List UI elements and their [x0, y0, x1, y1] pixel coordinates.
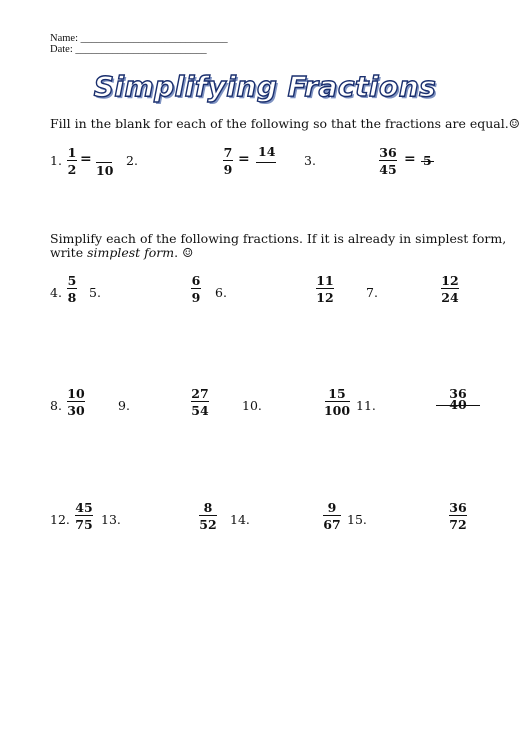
numerator: 45 [75, 500, 93, 515]
fraction-bar [449, 515, 467, 516]
numerator: 36 [449, 386, 467, 401]
fraction-13 [188, 500, 228, 532]
denominator: 8 [67, 290, 77, 305]
problem-number-10: 10. [242, 398, 262, 413]
denominator: 10 [96, 163, 114, 178]
fraction-bar [441, 288, 459, 289]
denominator: 100 [323, 403, 351, 418]
problem-number-9: 9. [118, 398, 130, 413]
fraction-7 [430, 273, 470, 305]
problem-number-12: 12. [50, 512, 70, 527]
numerator: 14 [258, 144, 276, 159]
fraction-6 [305, 273, 345, 305]
fraction-4 [52, 273, 92, 305]
denominator: 30 [67, 403, 85, 418]
numerator: 12 [441, 273, 459, 288]
fraction-bar [67, 401, 85, 402]
denominator: 45 [379, 162, 397, 177]
fraction-8 [56, 386, 96, 418]
problem-number-4: 4. [50, 285, 62, 300]
fraction-bar [323, 515, 341, 516]
denominator: 12 [316, 290, 334, 305]
numerator: 11 [316, 273, 334, 288]
problem-number-15: 15. [347, 512, 367, 527]
problem-number-1: 1. [50, 153, 62, 168]
fraction-11 [438, 386, 478, 412]
fraction-12 [64, 500, 104, 532]
fraction-bar [191, 288, 201, 289]
denominator: 67 [323, 517, 341, 532]
denominator: 9 [191, 290, 201, 305]
equals-sign: = [404, 151, 416, 167]
section1-instruction: Fill in the blank for each of the following so that the fractions are equal.☺ [50, 116, 520, 131]
denominator: 24 [441, 290, 459, 305]
problem-number-6: 6. [215, 285, 227, 300]
problem-number-13: 13. [101, 512, 121, 527]
denominator-blank-2[interactable] [256, 162, 276, 163]
instruction-text: . ☺ [174, 245, 194, 260]
denominator-crossed: 40 [438, 397, 478, 412]
denominator: 54 [191, 403, 209, 418]
fraction-3-left [368, 145, 408, 177]
problem-number-8: 8. [50, 398, 62, 413]
problem-number-14: 14. [230, 512, 250, 527]
section2-instruction-line2 [50, 245, 193, 260]
numerator: 9 [327, 500, 337, 515]
numerator: 5 [67, 273, 77, 288]
problem-number-11: 11. [356, 398, 376, 413]
fraction-bar [223, 160, 233, 161]
problem-number-3: 3. [304, 153, 316, 168]
numerator: 36 [379, 145, 397, 160]
equals-sign: = [238, 151, 250, 167]
numerator-crossed: 5 [423, 153, 432, 168]
fraction-14 [312, 500, 352, 532]
name-field[interactable]: Name: ____________________________ [50, 33, 228, 44]
denominator: 72 [449, 517, 467, 532]
numerator: 10 [67, 386, 85, 401]
fraction-bar [75, 515, 93, 516]
fraction-bar [316, 288, 334, 289]
denominator: 52 [199, 517, 217, 532]
denominator: 9 [223, 162, 233, 177]
fraction-bar [67, 288, 77, 289]
fraction-15 [438, 500, 478, 532]
numerator: 1 [67, 145, 77, 160]
fraction-bar [199, 515, 217, 516]
problem-number-2: 2. [126, 153, 138, 168]
numerator: 7 [223, 145, 233, 160]
fraction-bar [325, 401, 350, 402]
fraction-10 [317, 386, 357, 418]
instruction-emphasis: simplest form [87, 245, 175, 260]
instruction-text: write [50, 245, 88, 260]
numerator: 15 [328, 386, 346, 401]
problem-number-7: 7. [366, 285, 378, 300]
denominator: 2 [67, 162, 77, 177]
equals-sign: = [80, 151, 92, 167]
date-field[interactable]: Date: _________________________ [50, 44, 207, 55]
fraction-bar [379, 160, 397, 161]
numerator: 27 [191, 386, 209, 401]
problem-number-5: 5. [89, 285, 101, 300]
fraction-5 [176, 273, 216, 305]
worksheet-title: Simplifying Fractions [93, 70, 437, 103]
numerator: 8 [203, 500, 213, 515]
denominator: 75 [75, 517, 93, 532]
fraction-9 [180, 386, 220, 418]
section2-instruction-line1: Simplify each of the following fractions. If it is already in simplest form, [50, 231, 507, 246]
fraction-bar [67, 160, 77, 161]
numerator: 6 [191, 273, 201, 288]
numerator: 36 [449, 500, 467, 515]
fraction-bar [191, 401, 209, 402]
